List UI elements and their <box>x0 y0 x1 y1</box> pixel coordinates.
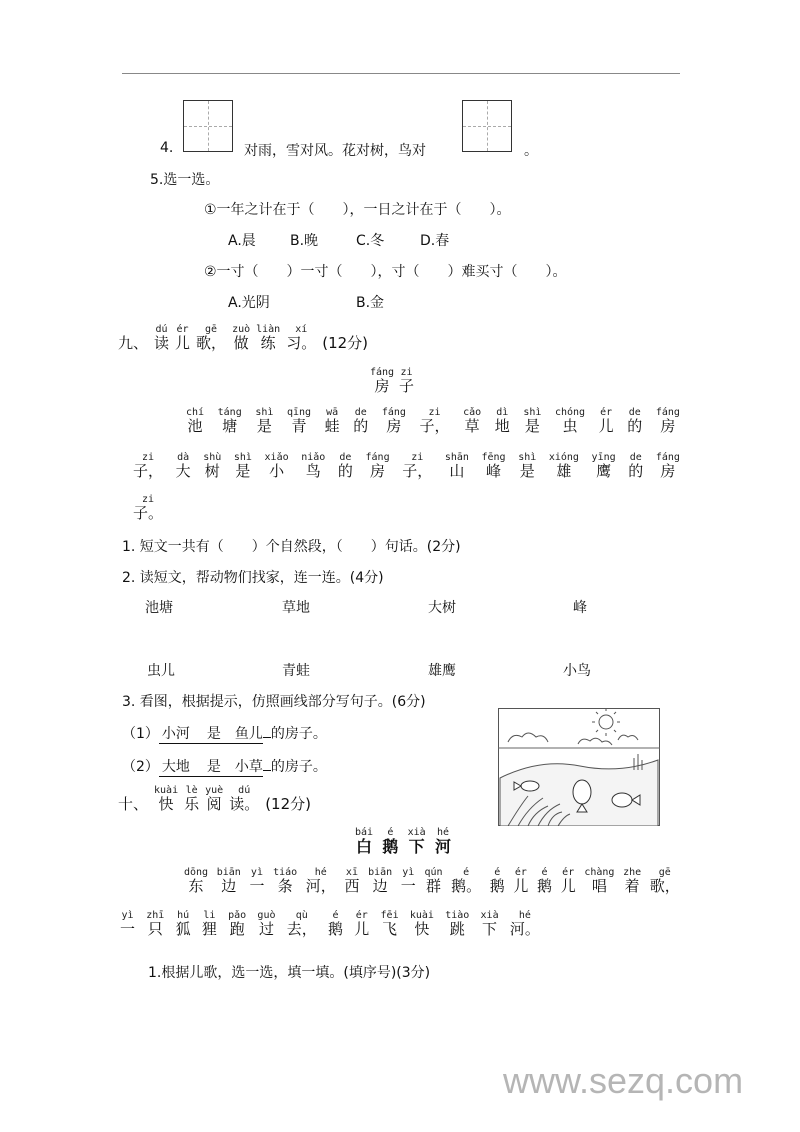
hanzi: 子， <box>133 462 164 480</box>
pinyin-character <box>265 452 289 480</box>
pinyin: ér <box>355 910 368 921</box>
section10-heading <box>118 785 311 813</box>
pinyin-character <box>382 407 406 435</box>
pinyin: hé <box>314 867 327 878</box>
pinyin: niǎo <box>301 452 326 463</box>
hanzi: 白 <box>356 837 373 856</box>
pinyin: ér <box>176 324 189 335</box>
pinyin: yì <box>402 867 415 878</box>
pinyin: shì <box>233 452 252 463</box>
pinyin: yīng <box>591 452 616 463</box>
hanzi: 去， <box>286 920 317 938</box>
pinyin-character <box>257 910 275 938</box>
hanzi: 读。 <box>229 795 260 813</box>
q4-end: 。 <box>524 143 538 159</box>
pinyin-character <box>175 324 190 352</box>
pinyin-character <box>217 867 241 895</box>
pinyin: hé <box>436 827 450 838</box>
hanzi: 是 <box>235 462 251 480</box>
hanzi: 练 <box>260 334 276 352</box>
q9-2: 2. 读短文，帮动物们找家，连一连。(4分) <box>122 570 384 586</box>
pinyin-character <box>176 452 191 480</box>
pinyin: é <box>332 910 339 921</box>
pinyin: dú <box>238 785 251 796</box>
poem-line <box>133 494 163 522</box>
q4-text: 对雨，雪对风。花对树，鸟对 <box>244 143 426 159</box>
pinyin: li <box>203 910 216 921</box>
pinyin-character <box>402 452 432 480</box>
pinyin-character <box>561 867 576 895</box>
hanzi: 读 <box>154 334 170 352</box>
hanzi: 房 <box>386 417 402 435</box>
hanzi: 狸 <box>201 920 217 938</box>
hanzi: 跑 <box>229 920 245 938</box>
underlined-word: 是 <box>193 723 221 744</box>
pinyin: liàn <box>256 324 281 335</box>
pinyin-character <box>627 407 642 435</box>
hanzi: 下 <box>408 837 425 856</box>
pinyin-character <box>186 407 204 435</box>
hanzi: 鹅 <box>382 837 399 856</box>
hanzi: 蛙 <box>324 417 340 435</box>
pinyin: dì <box>496 407 509 418</box>
pinyin: fáng <box>655 452 680 463</box>
pinyin-character <box>325 407 340 435</box>
pinyin: dōng <box>184 867 209 878</box>
pinyin-character <box>555 407 585 435</box>
hanzi: 西 <box>344 877 360 895</box>
q5-title: 5.选一选。 <box>150 172 220 188</box>
pinyin: yì <box>121 910 134 921</box>
pinyin: qīng <box>286 407 312 418</box>
pinyin-character <box>435 827 451 855</box>
hanzi: 的 <box>628 462 644 480</box>
hanzi: 鹰 <box>596 462 612 480</box>
pinyin: é <box>541 867 548 878</box>
pinyin: shì <box>523 407 542 418</box>
pinyin: shān <box>444 452 469 463</box>
pinyin: de <box>629 452 642 463</box>
hanzi: 的 <box>353 417 369 435</box>
pinyin: é <box>463 867 470 878</box>
q5-option: A.光阴 <box>228 295 270 311</box>
pinyin-character <box>228 910 246 938</box>
pinyin-character <box>133 494 163 522</box>
pinyin: zi <box>141 494 155 505</box>
hanzi: 鹅。 <box>451 877 482 895</box>
poem-line <box>186 407 680 435</box>
section9-prefix: 九、 <box>118 334 149 352</box>
pinyin-character <box>256 324 280 352</box>
animal-word[interactable]: 青蛙 <box>282 663 310 679</box>
hanzi: 子。 <box>133 504 164 522</box>
hanzi: 山 <box>449 462 465 480</box>
home-word[interactable]: 草地 <box>282 600 310 616</box>
hanzi: 鹅 <box>537 877 553 895</box>
pinyin-character <box>510 910 540 938</box>
sentence-number: （1） <box>122 726 159 742</box>
pinyin-character <box>338 452 353 480</box>
pinyin-character <box>184 867 208 895</box>
pinyin-character <box>234 452 252 480</box>
pinyin-character <box>523 407 541 435</box>
pinyin-character <box>287 910 317 938</box>
q5-option: A.晨 <box>228 233 256 249</box>
pinyin-character <box>399 367 414 395</box>
hanzi: 子， <box>419 417 450 435</box>
pinyin-character <box>381 910 399 938</box>
pinyin-character <box>656 452 680 480</box>
pinyin-character <box>408 827 426 855</box>
hanzi: 鹅 <box>328 920 344 938</box>
pinyin: gē <box>205 324 218 335</box>
pinyin-character <box>203 452 221 480</box>
hanzi: 只 <box>147 920 163 938</box>
pinyin: pǎo <box>228 910 247 921</box>
pinyin: chóng <box>554 407 586 418</box>
pinyin: lè <box>185 785 198 796</box>
hanzi: 鸟 <box>305 462 321 480</box>
pinyin-character <box>518 452 536 480</box>
hanzi: 子， <box>402 462 433 480</box>
hanzi: 塘 <box>222 417 238 435</box>
pinyin-character <box>184 785 199 813</box>
pinyin: zhī <box>146 910 165 921</box>
pinyin-character <box>481 910 499 938</box>
pinyin: dú <box>155 324 168 335</box>
hanzi: 条 <box>277 877 293 895</box>
pinyin: biān <box>368 867 393 878</box>
pinyin-character <box>249 867 264 895</box>
pinyin: xī <box>345 867 358 878</box>
section10-score: (12分) <box>265 795 311 813</box>
pinyin: yuè <box>205 785 224 796</box>
pinyin: yì <box>250 867 263 878</box>
pinyin-character <box>623 867 641 895</box>
pinyin: dà <box>177 452 190 463</box>
pinyin-character <box>650 867 680 895</box>
q5-option: C.冬 <box>356 233 385 249</box>
pinyin: fáng <box>365 452 390 463</box>
poem-line <box>120 910 540 938</box>
hanzi: 儿 <box>560 877 576 895</box>
hanzi: 唱 <box>591 877 607 895</box>
pinyin: hú <box>177 910 190 921</box>
pinyin: fēng <box>481 452 506 463</box>
hanzi: 快 <box>414 920 430 938</box>
pinyin: kuài <box>154 785 179 796</box>
pinyin-character <box>445 452 469 480</box>
underlined-word: 大地 <box>159 756 193 777</box>
hanzi: 的 <box>337 462 353 480</box>
underlined-blank: 小河 <box>159 723 193 744</box>
home-word[interactable]: 大树 <box>428 600 456 616</box>
sentence-1 <box>122 723 327 744</box>
pinyin-character <box>537 867 552 895</box>
pinyin-character <box>599 407 614 435</box>
q5-line1: ①一年之计在于（ ），一日之计在于（ ）。 <box>204 202 511 218</box>
hanzi: 地 <box>494 417 510 435</box>
pinyin: xiǎo <box>264 452 289 463</box>
pinyin: guò <box>257 910 276 921</box>
pinyin-character <box>495 407 510 435</box>
hanzi: 飞 <box>382 920 398 938</box>
pinyin: shù <box>203 452 222 463</box>
hanzi: 雄 <box>556 462 572 480</box>
pinyin: táng <box>217 407 242 418</box>
hanzi: 一 <box>120 920 136 938</box>
poem-line <box>184 867 680 895</box>
hanzi: 狐 <box>175 920 191 938</box>
pinyin-character <box>513 867 528 895</box>
hanzi: 跳 <box>449 920 465 938</box>
pinyin-character <box>490 867 505 895</box>
pinyin: ér <box>514 867 527 878</box>
pinyin: tiào <box>445 910 470 921</box>
hanzi: 快 <box>158 795 174 813</box>
hanzi: 河 <box>434 837 451 856</box>
hanzi: 歌， <box>649 877 680 895</box>
sentence-end: 的房子。 <box>270 726 327 742</box>
q5-line2: ②一寸（ ）一寸（ ），寸（ ）难买寸（ ）。 <box>204 264 567 280</box>
hanzi: 做 <box>233 334 249 352</box>
pinyin-character <box>410 910 434 938</box>
pinyin: fáng <box>370 367 395 378</box>
hanzi: 池 <box>187 417 203 435</box>
q5-option: B.金 <box>356 295 385 311</box>
section10-prefix: 十、 <box>118 795 149 813</box>
pinyin: xià <box>407 827 426 838</box>
section9-score: (12分) <box>322 334 369 352</box>
pinyin-character <box>382 827 398 855</box>
pinyin: qún <box>424 867 443 878</box>
pinyin: cǎo <box>463 407 482 418</box>
pinyin-character <box>628 452 643 480</box>
hanzi: 是 <box>524 417 540 435</box>
hanzi: 房 <box>660 417 676 435</box>
hanzi: 子 <box>398 377 414 395</box>
hanzi: 一 <box>400 877 416 895</box>
hanzi: 是 <box>256 417 272 435</box>
q10-1: 1.根据儿歌，选一选，填一填。(填序号)(3分) <box>148 965 431 981</box>
pinyin: de <box>354 407 367 418</box>
pinyin-character <box>370 367 394 395</box>
hanzi: 房 <box>660 462 676 480</box>
hanzi: 下 <box>482 920 498 938</box>
pinyin: fáng <box>381 407 406 418</box>
q9-1: 1. 短文一共有（ ）个自然段，（ ）句话。(2分) <box>122 539 461 555</box>
hanzi: 群 <box>425 877 441 895</box>
hanzi: 河， <box>305 877 336 895</box>
hanzi: 小 <box>269 462 285 480</box>
poem-line <box>133 452 680 480</box>
hanzi: 房 <box>370 462 386 480</box>
pinyin-character <box>355 827 373 855</box>
hanzi: 河。 <box>509 920 540 938</box>
pinyin: de <box>628 407 641 418</box>
hanzi: 边 <box>372 877 388 895</box>
pinyin-character <box>218 407 242 435</box>
pinyin: hé <box>518 910 531 921</box>
hanzi: 习。 <box>286 334 317 352</box>
pinyin-character <box>482 452 506 480</box>
pinyin-character <box>146 910 164 938</box>
pinyin-character <box>592 452 616 480</box>
q4-number: 4. <box>160 140 174 156</box>
pinyin: é <box>494 867 501 878</box>
pinyin-character <box>286 324 316 352</box>
home-word[interactable]: 峰 <box>573 600 587 616</box>
pinyin: xí <box>295 324 308 335</box>
pinyin: bái <box>355 827 374 838</box>
pinyin: zi <box>428 407 441 418</box>
header-rule <box>122 73 680 74</box>
hanzi: 一 <box>249 877 265 895</box>
pinyin-character <box>656 407 680 435</box>
hanzi: 过 <box>258 920 274 938</box>
pinyin-character <box>154 785 178 813</box>
pinyin: biān <box>216 867 241 878</box>
pinyin-character <box>306 867 336 895</box>
hanzi: 草 <box>464 417 480 435</box>
pinyin-character <box>273 867 297 895</box>
pinyin: shì <box>518 452 537 463</box>
pinyin: tiáo <box>273 867 298 878</box>
pinyin: chàng <box>584 867 615 878</box>
tianzige-box-2[interactable] <box>462 100 512 152</box>
pinyin-character <box>344 867 359 895</box>
pinyin: fáng <box>655 407 680 418</box>
q9-3: 3. 看图，根据提示，仿照画线部分写句子。(6分) <box>122 694 426 710</box>
pinyin: de <box>339 452 352 463</box>
pinyin-character <box>120 910 135 938</box>
pinyin-character <box>401 867 416 895</box>
pinyin-character <box>451 867 481 895</box>
hanzi: 儿 <box>354 920 370 938</box>
q5-option: D.春 <box>420 233 450 249</box>
river-fish-illustration <box>498 708 660 826</box>
pinyin-character <box>287 407 311 435</box>
q5-option: B.晚 <box>290 233 319 249</box>
pinyin: gē <box>658 867 671 878</box>
pinyin-character <box>368 867 392 895</box>
pinyin: zhe <box>623 867 642 878</box>
hanzi: 东 <box>188 877 204 895</box>
hanzi: 阅 <box>206 795 222 813</box>
pinyin-character <box>229 785 259 813</box>
pinyin-character <box>232 324 250 352</box>
hanzi: 儿 <box>598 417 614 435</box>
underlined-blank: 鱼儿 <box>221 723 263 744</box>
tianzige-box-1[interactable] <box>183 100 233 152</box>
hanzi: 是 <box>519 462 535 480</box>
hanzi: 房 <box>374 377 390 395</box>
hanzi: 鹅 <box>489 877 505 895</box>
pinyin-character <box>133 452 163 480</box>
animal-word[interactable]: 虫儿 <box>147 663 175 679</box>
pinyin-character <box>328 910 343 938</box>
hanzi: 大 <box>175 462 191 480</box>
pinyin-character <box>202 910 217 938</box>
pinyin: zi <box>400 367 413 378</box>
hanzi: 虫 <box>562 417 578 435</box>
pinyin-character <box>301 452 325 480</box>
sentence-number: （2） <box>122 759 159 775</box>
section9-heading <box>118 324 368 352</box>
pinyin: fēi <box>380 910 399 921</box>
pinyin-character <box>176 910 191 938</box>
hanzi: 青 <box>291 417 307 435</box>
animal-word[interactable]: 雄鹰 <box>428 663 456 679</box>
pinyin: chí <box>186 407 205 418</box>
pinyin-character <box>255 407 273 435</box>
pinyin: xià <box>480 910 499 921</box>
hanzi: 儿 <box>175 334 191 352</box>
pinyin-character <box>584 867 614 895</box>
hanzi: 儿 <box>513 877 529 895</box>
pinyin: wā <box>326 407 339 418</box>
animal-word[interactable]: 小鸟 <box>563 663 591 679</box>
pinyin: zi <box>411 452 424 463</box>
pinyin: zuò <box>232 324 251 335</box>
pinyin: é <box>387 827 394 838</box>
sentence-2 <box>122 756 327 777</box>
sentence-end: 的房子。 <box>270 759 327 775</box>
pinyin: qù <box>295 910 308 921</box>
pinyin-character <box>353 407 368 435</box>
hanzi: 的 <box>627 417 643 435</box>
pinyin: zi <box>141 452 155 463</box>
pinyin-character <box>549 452 579 480</box>
hanzi: 峰 <box>486 462 502 480</box>
poem-title-fangzi <box>370 367 414 395</box>
pinyin-character <box>445 910 469 938</box>
pinyin-character <box>354 910 369 938</box>
pinyin: ér <box>562 867 575 878</box>
pinyin-character <box>205 785 223 813</box>
watermark: www.sezq.com <box>503 1060 744 1101</box>
pinyin-character <box>366 452 390 480</box>
pinyin-character <box>196 324 226 352</box>
pinyin-character <box>424 867 442 895</box>
home-word[interactable]: 池塘 <box>145 600 173 616</box>
pinyin: kuài <box>409 910 434 921</box>
pinyin-character <box>463 407 481 435</box>
pinyin: ér <box>600 407 613 418</box>
underlined-word: 是 <box>193 756 221 777</box>
poem-title-baiexiahe <box>355 827 451 855</box>
pinyin: xióng <box>548 452 579 463</box>
pinyin-character <box>419 407 449 435</box>
hanzi: 树 <box>204 462 220 480</box>
pinyin-character <box>154 324 169 352</box>
hanzi: 乐 <box>184 795 200 813</box>
hanzi: 歌， <box>196 334 227 352</box>
underlined-word: 小草 <box>221 756 263 777</box>
pinyin: shì <box>255 407 274 418</box>
hanzi: 着 <box>624 877 640 895</box>
hanzi: 边 <box>221 877 237 895</box>
